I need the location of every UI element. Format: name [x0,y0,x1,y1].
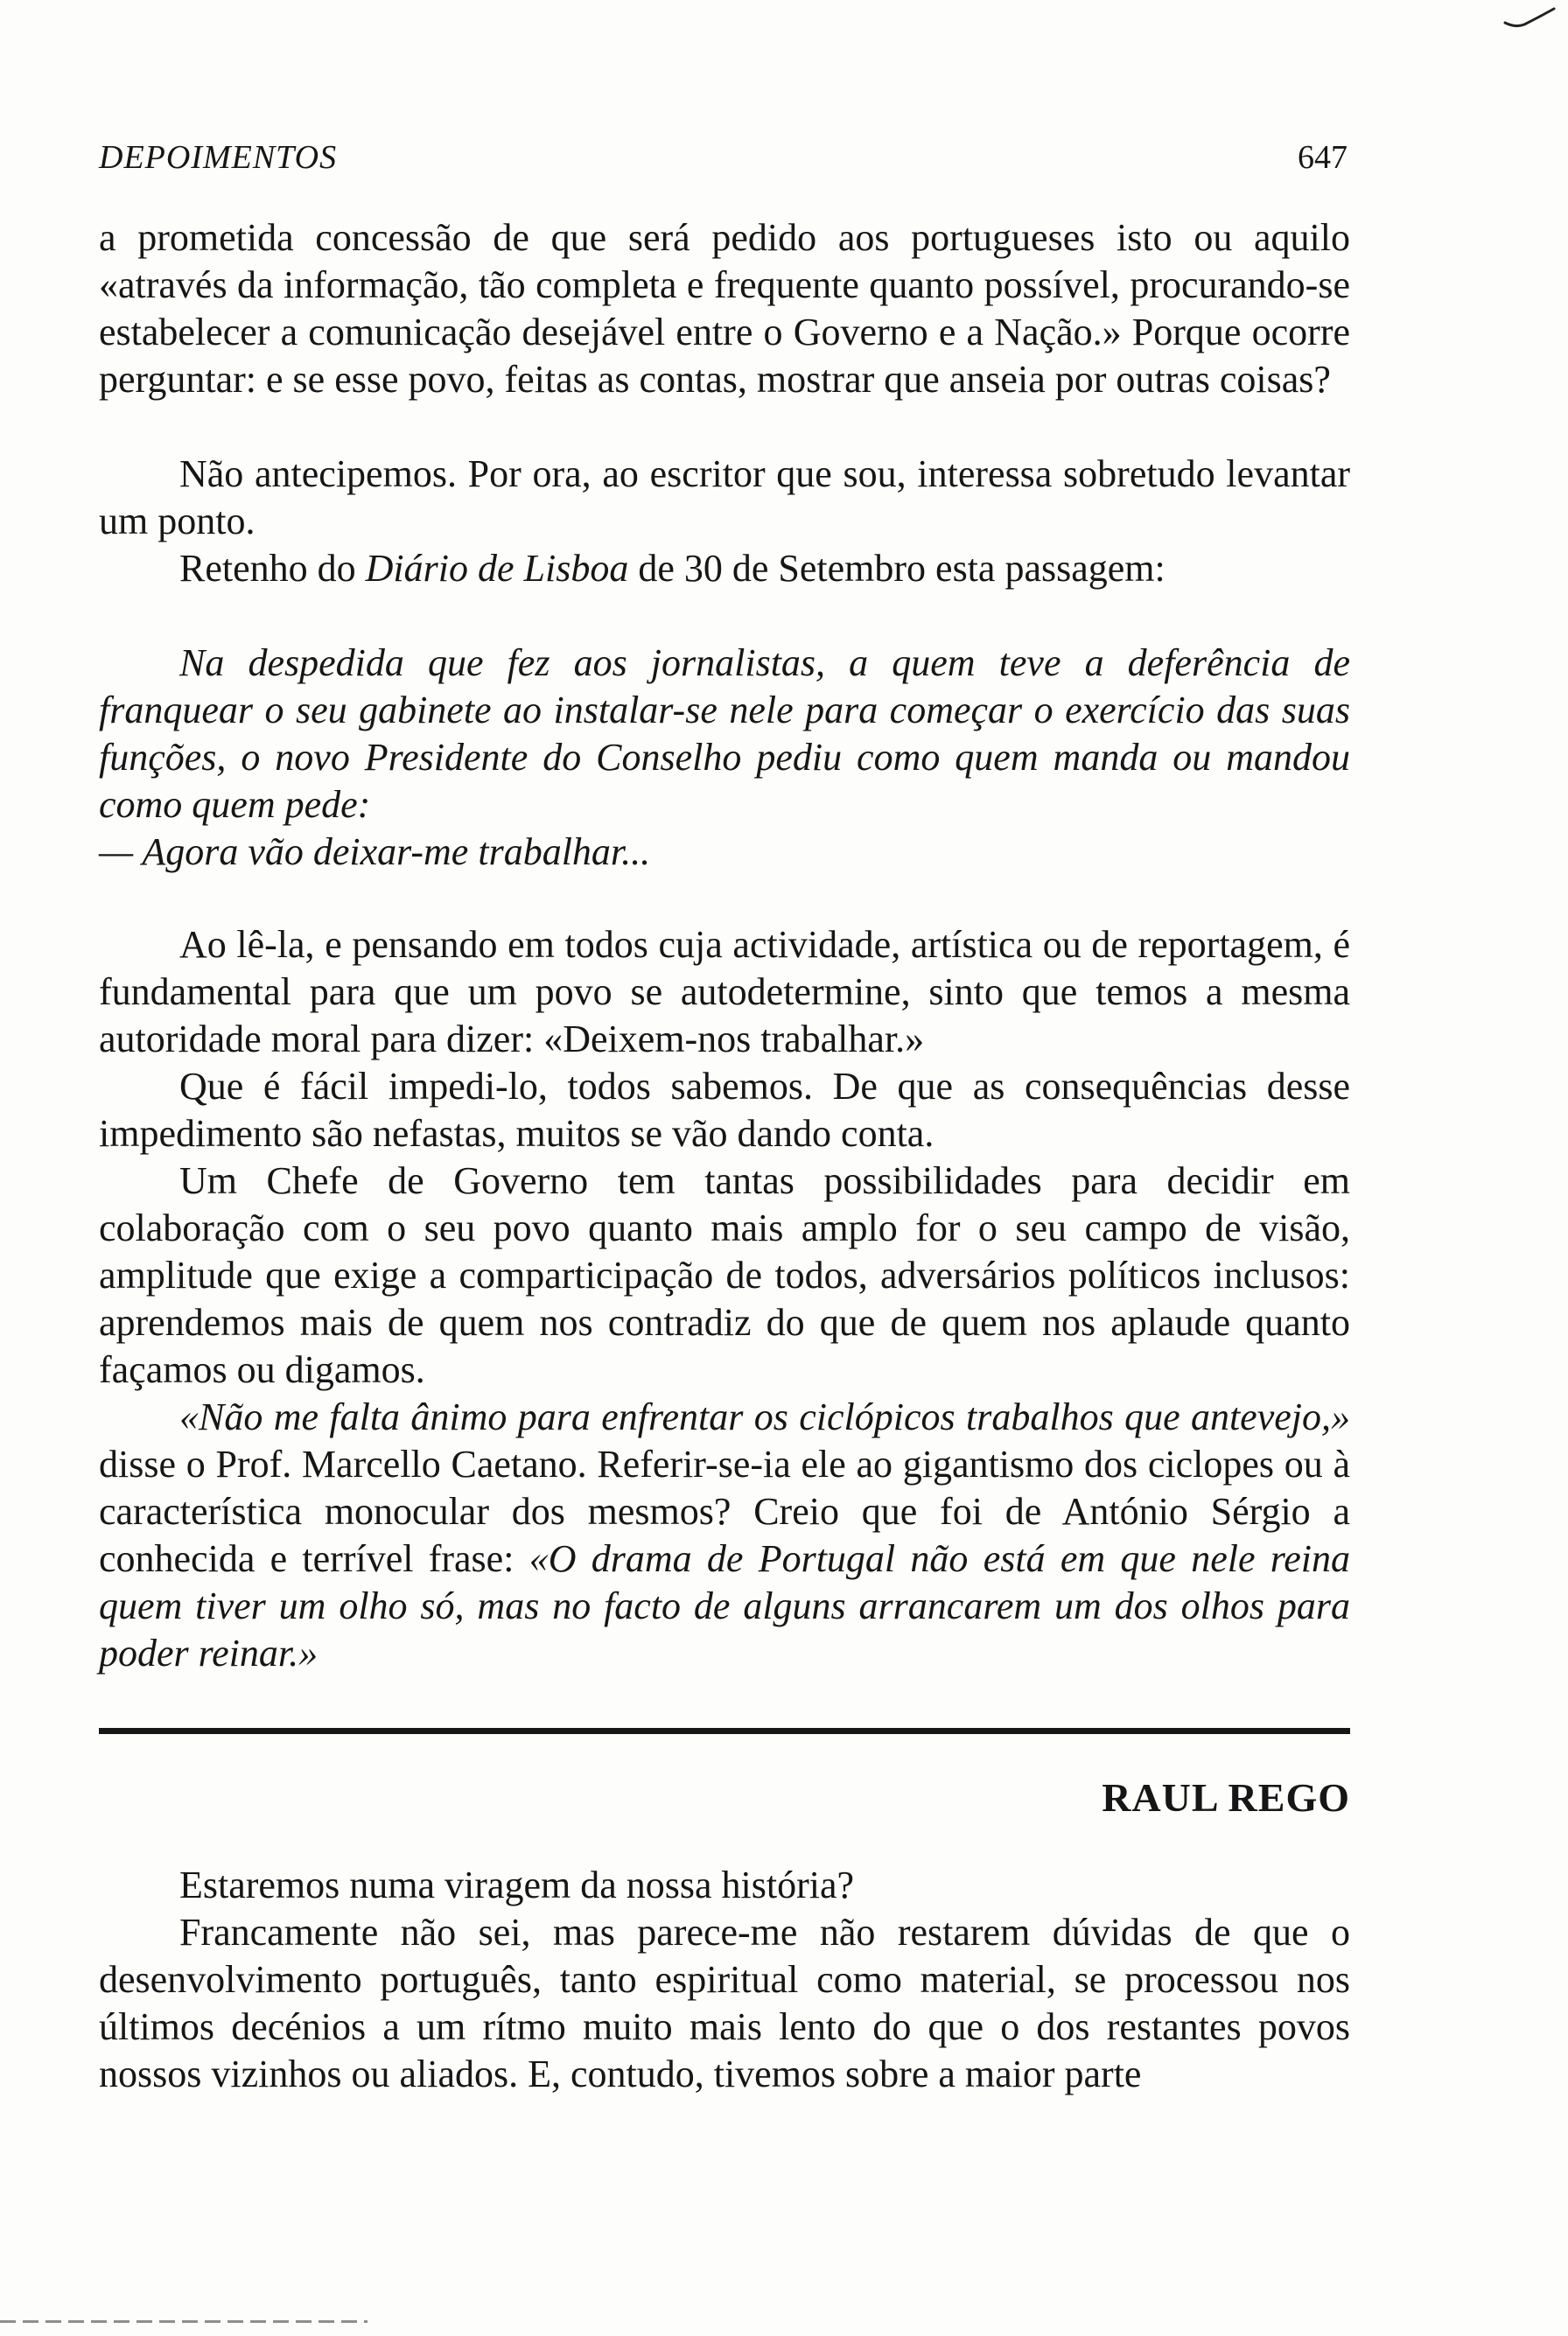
pencil-check-mark [1503,5,1556,31]
quoted-phrase: «O drama de Portugal não está em que nele reina quem tiver um olho só, mas no facto de alguns arrancarem um dos olhos para poder reinar.» [99,1537,1351,1675]
section-divider [99,1728,1350,1734]
paragraph: Estaremos numa viragem da nossa história? [179,1864,855,1906]
newspaper-title: Diário de Lisboa [365,547,629,590]
paragraph-continuation: a prometida concessão de que será pedido aos portugueses isto ou aquilo «através da informação, tão completa e frequente quanto possível, procurando-se estabelecer a comunicação desejável entre o Governo e a Nação.» Porque ocorre perguntar: e se esse povo, feitas as contas, mostrar que anseia por outras coisas? [99,216,1350,401]
second-article-body [99,1862,1350,2098]
article-body [99,214,1350,1677]
block-quote [99,640,1350,876]
page-number: 647 [1298,139,1348,176]
paragraph: Que é fácil impedi-lo, todos sabemos. De que as consequências desse impedimento são nefastas, muitos se vão dando conta. [99,1065,1350,1155]
citation-text: Retenho do [179,547,366,590]
paragraph: Francamente não sei, mas parece-me não restarem dúvidas de que o desenvolvimento português, tanto espiritual como material, se processou nos últimos decénios a um rítmo muito mais lento do que o dos restantes povos nossos vizinhos ou aliados. E, contudo, tivemos sobre a maior parte [99,1911,1350,2095]
quote-paragraph: Na despedida que fez aos jornalistas, a quem teve a deferência de franquear o seu gabinete ao instalar-se nele para começar o exercício das suas funções, o novo Presidente do Conselho pediu como quem manda ou mandou como quem pede: [99,641,1350,826]
paragraph-text: disse o Prof. Marcello Caetano. Referir-se-ia ele ao gigantismo dos ciclopes ou à característica monocular dos mesmos? Creio que foi de António Sérgio a conhecida e terrível frase: [99,1443,1350,1580]
paragraph-closing [99,1394,1350,1677]
quoted-speech: «Não me falta ânimo para enfrentar os ciclópicos trabalhos que antevejo,» [179,1395,1350,1438]
paragraph-citation [99,545,1350,592]
citation-text: de 30 de Setembro esta passagem: [628,547,1166,590]
paragraph: Ao lê-la, e pensando em todos cuja actividade, artística ou de reportagem, é fundamental para que um povo se autodetermine, sinto que temos a mesma autoridade moral para dizer: «Deixem-nos trabalhar.» [99,923,1350,1060]
author-heading: RAUL REGO [1102,1775,1350,1820]
quote-dialogue: — Agora vão deixar-me trabalhar... [99,830,651,873]
scan-edge-mark [0,2320,368,2323]
paragraph: Não antecipemos. Por ora, ao escritor que sou, interessa sobretudo levantar um ponto. [99,452,1350,542]
running-head: DEPOIMENTOS [99,139,338,176]
paragraph: Um Chefe de Governo tem tantas possibilidades para decidir em colaboração com o seu povo quanto mais amplo for o seu campo de visão, amplitude que exige a comparticipação de todos, adversários políticos inclusos: aprendemos mais de quem nos contradiz do que de quem nos aplaude quanto façamos ou digamos. [99,1159,1350,1391]
